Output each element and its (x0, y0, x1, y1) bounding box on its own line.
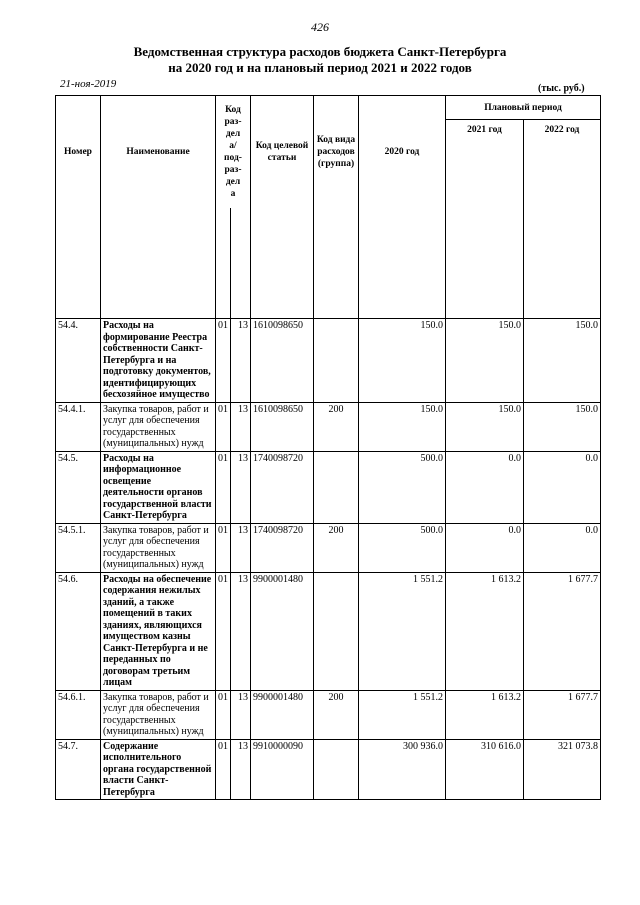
table-row (56, 690, 601, 739)
row-subsection: 13 (231, 739, 251, 800)
row-amount-2021: 0.0 (446, 451, 524, 523)
row-amount-2021: 150.0 (446, 319, 524, 403)
row-name: Закупка товаров, работ и услуг для обеспечения государственных (муниципальных) нужд (101, 690, 216, 739)
header-section: Код раз- дела/ под- раз- дела (216, 96, 251, 209)
row-amount-2022: 1 677.7 (524, 690, 601, 739)
page-number: 426 (311, 20, 329, 34)
row-amount-2020: 300 936.0 (359, 739, 446, 800)
row-amount-2020: 150.0 (359, 402, 446, 451)
table-header (56, 96, 601, 319)
row-number: 54.6. (56, 572, 101, 690)
document-date: 21-ноя-2019 (60, 78, 117, 90)
row-name: Расходы на формирование Реестра собственности Санкт-Петербурга и на подготовку документов, идентифицирующих бесхозяйное имущество (101, 319, 216, 403)
row-section: 01 (216, 739, 231, 800)
row-subsection: 13 (231, 690, 251, 739)
row-name: Закупка товаров, работ и услуг для обеспечения государственных (муниципальных) нужд (101, 523, 216, 572)
row-amount-2021: 310 616.0 (446, 739, 524, 800)
row-section: 01 (216, 319, 231, 403)
row-name: Закупка товаров, работ и услуг для обеспечения государственных (муниципальных) нужд (101, 402, 216, 451)
row-number: 54.7. (56, 739, 101, 800)
header-2021: 2021 год (446, 120, 524, 208)
title-line-1: Ведомственная структура расходов бюджета Санкт-Петербурга (133, 44, 507, 59)
row-subsection: 13 (231, 572, 251, 690)
budget-table (55, 95, 601, 800)
row-amount-2022: 150.0 (524, 402, 601, 451)
row-subsection: 13 (231, 451, 251, 523)
table-row (56, 319, 601, 403)
row-expense-type (314, 319, 359, 403)
header-number: Номер (56, 96, 101, 209)
row-section: 01 (216, 451, 231, 523)
row-amount-2020: 500.0 (359, 523, 446, 572)
header-target: Код целевой статьи (251, 96, 314, 209)
row-target-code: 9900001480 (251, 690, 314, 739)
row-target-code: 9900001480 (251, 572, 314, 690)
table-row (56, 451, 601, 523)
row-amount-2020: 500.0 (359, 451, 446, 523)
row-target-code: 1610098650 (251, 402, 314, 451)
title-line-2: на 2020 год и на плановый период 2021 и 2022 годов (168, 60, 472, 75)
row-expense-type: 200 (314, 690, 359, 739)
row-subsection: 13 (231, 402, 251, 451)
row-amount-2021: 1 613.2 (446, 572, 524, 690)
table-row (56, 572, 601, 690)
units-label: (тыс. руб.) (538, 83, 585, 94)
table-row (56, 523, 601, 572)
table-body (56, 319, 601, 800)
header-plan-period: Плановый период (446, 96, 601, 120)
header-expense-type: Код вида расходов (группа) (314, 96, 359, 209)
row-number: 54.5.1. (56, 523, 101, 572)
row-expense-type (314, 739, 359, 800)
row-expense-type (314, 572, 359, 690)
row-section: 01 (216, 523, 231, 572)
row-target-code: 9910000090 (251, 739, 314, 800)
row-amount-2021: 1 613.2 (446, 690, 524, 739)
row-amount-2021: 150.0 (446, 402, 524, 451)
row-section: 01 (216, 690, 231, 739)
row-amount-2021: 0.0 (446, 523, 524, 572)
row-amount-2022: 150.0 (524, 319, 601, 403)
row-amount-2020: 1 551.2 (359, 690, 446, 739)
row-expense-type: 200 (314, 523, 359, 572)
row-subsection: 13 (231, 319, 251, 403)
row-name: Расходы на обеспечение содержания нежилых зданий, а также помещений в таких зданиях, являющихся имуществом казны Санкт-Петербурга и не переданных по договорам третьим лицам (101, 572, 216, 690)
row-amount-2022: 1 677.7 (524, 572, 601, 690)
row-target-code: 1740098720 (251, 451, 314, 523)
row-target-code: 1740098720 (251, 523, 314, 572)
row-amount-2022: 0.0 (524, 523, 601, 572)
header-name: Наименование (101, 96, 216, 209)
row-expense-type (314, 451, 359, 523)
header-2022: 2022 год (524, 120, 601, 208)
row-amount-2022: 0.0 (524, 451, 601, 523)
row-expense-type: 200 (314, 402, 359, 451)
row-number: 54.4.1. (56, 402, 101, 451)
document-title (0, 44, 640, 76)
header-spacer (56, 208, 601, 319)
row-target-code: 1610098650 (251, 319, 314, 403)
table-row (56, 402, 601, 451)
row-amount-2022: 321 073.8 (524, 739, 601, 800)
row-name: Расходы на информационное освещение деятельности органов государственной власти Санкт-Петербурга (101, 451, 216, 523)
row-number: 54.5. (56, 451, 101, 523)
row-section: 01 (216, 572, 231, 690)
row-amount-2020: 1 551.2 (359, 572, 446, 690)
row-number: 54.6.1. (56, 690, 101, 739)
header-2020: 2020 год (359, 96, 446, 209)
row-section: 01 (216, 402, 231, 451)
row-amount-2020: 150.0 (359, 319, 446, 403)
table-row (56, 739, 601, 800)
row-subsection: 13 (231, 523, 251, 572)
row-name: Содержание исполнительного органа государственной власти Санкт-Петербурга (101, 739, 216, 800)
row-number: 54.4. (56, 319, 101, 403)
